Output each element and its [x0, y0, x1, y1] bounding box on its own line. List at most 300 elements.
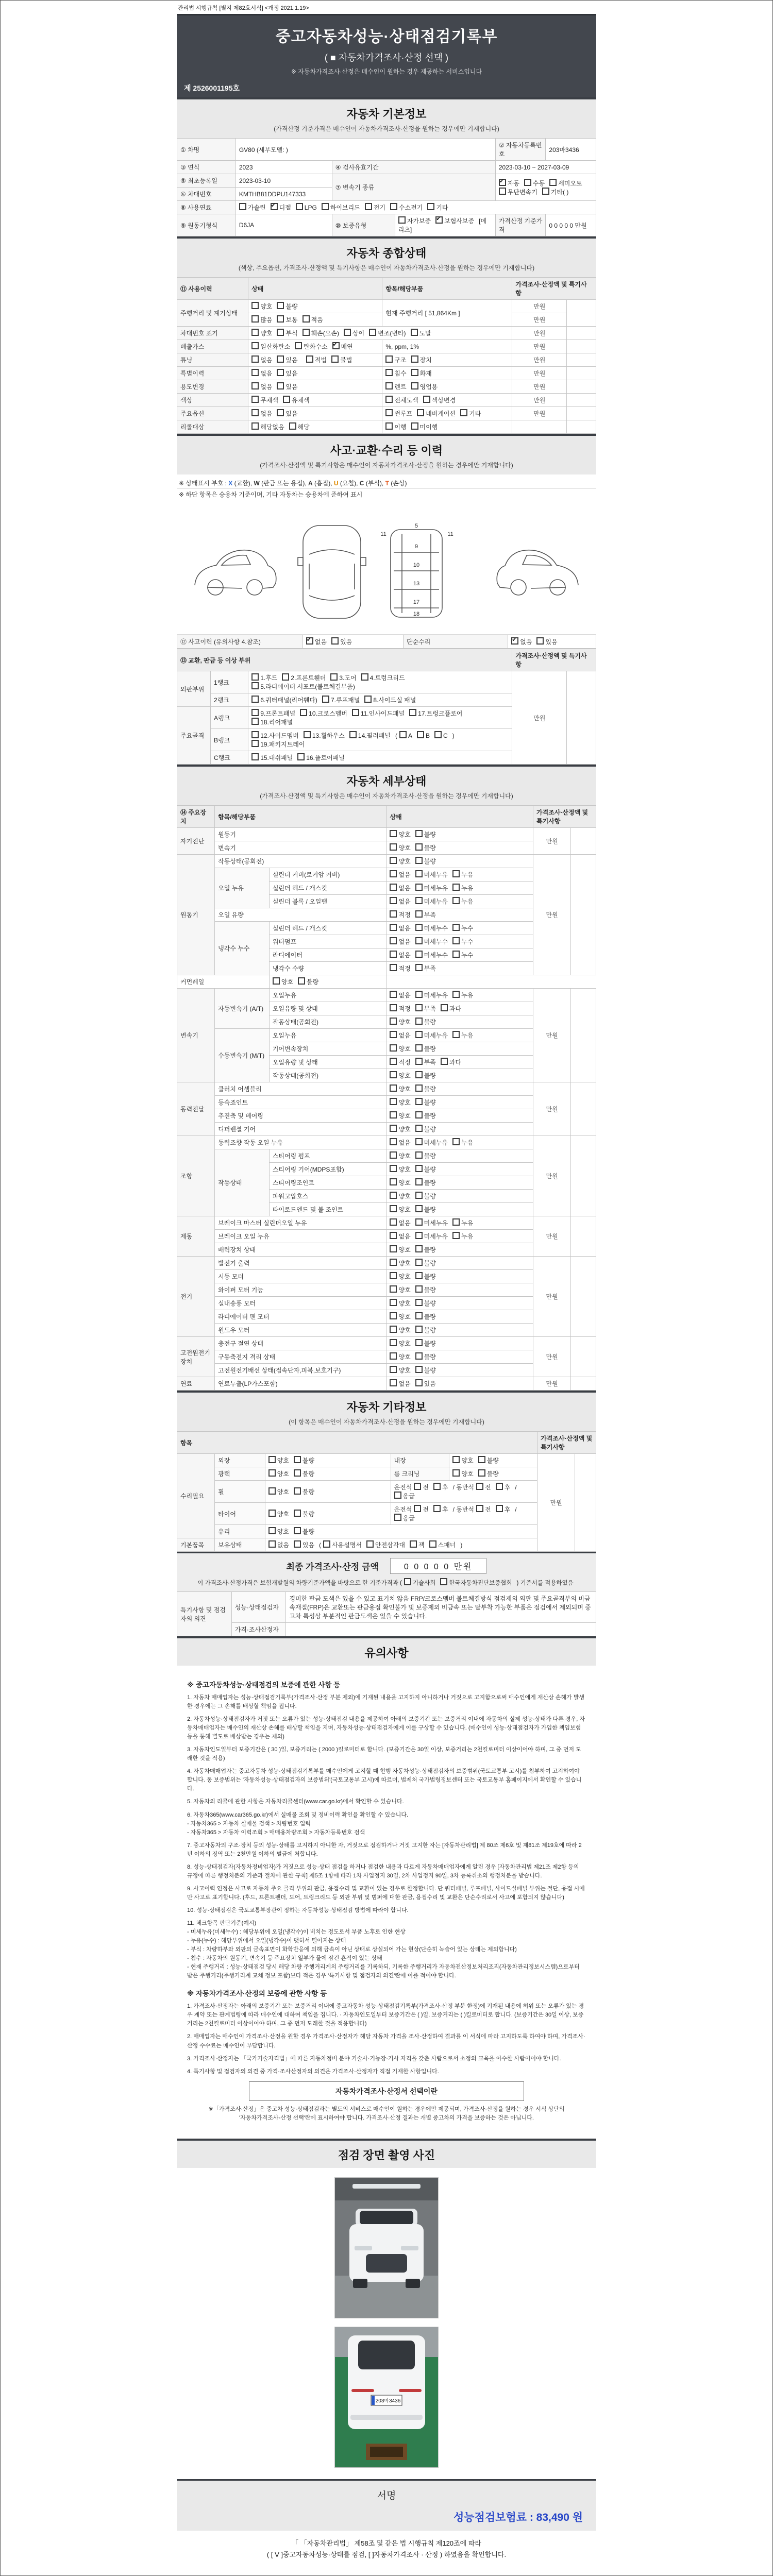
checkbox-option[interactable]: 미세누유: [415, 1138, 448, 1147]
checkbox-icon: [277, 409, 284, 416]
checkbox-option[interactable]: ✔자동: [499, 179, 519, 188]
checkbox-icon: [478, 1456, 485, 1463]
checkbox-option[interactable]: 불량: [415, 1165, 436, 1174]
checkbox-option[interactable]: 불량: [415, 1366, 436, 1375]
checkbox-option[interactable]: 없음: [390, 1031, 410, 1040]
note-cell: [567, 407, 596, 420]
checkbox-icon: [415, 1205, 423, 1212]
checkbox-icon: [331, 637, 339, 645]
checkbox-option[interactable]: 훼손(오손): [303, 329, 339, 337]
options-cell: [386, 1203, 533, 1216]
checkbox-option[interactable]: 미세누유: [415, 991, 448, 999]
sub-row-label: A랭크: [211, 707, 248, 729]
checkbox-option[interactable]: 불법: [331, 355, 352, 364]
checkbox-option[interactable]: 유채색: [283, 396, 310, 404]
checkbox-option[interactable]: 양호: [390, 1192, 410, 1200]
checkbox-icon: [251, 302, 259, 309]
checkbox-option[interactable]: 수동: [524, 179, 545, 188]
item-cell: 디퍼렌셜 기어: [215, 1123, 386, 1136]
detail-state-table: [177, 805, 596, 1391]
checkbox-option[interactable]: 있음: [277, 409, 297, 418]
row-label: 전기: [177, 1257, 215, 1337]
checkbox-icon: [415, 830, 423, 837]
comprehensive-state-table: [177, 277, 596, 434]
checkbox-option[interactable]: 없음: [390, 897, 410, 906]
price-cell: 만원: [512, 380, 567, 394]
checkbox-option[interactable]: 부족: [415, 1058, 436, 1066]
checkbox-option[interactable]: 양호: [390, 857, 410, 866]
checkbox-option[interactable]: 과다: [441, 1004, 461, 1013]
checkbox-option[interactable]: 양호: [390, 1312, 410, 1321]
checkbox-option[interactable]: 미이행: [411, 422, 438, 431]
checkbox-option[interactable]: 변조(변타): [369, 329, 406, 337]
checkbox-option[interactable]: 기타: [460, 409, 481, 418]
option-separator: ) 기준서를 적용하였음: [516, 1580, 574, 1586]
checkbox-option[interactable]: 렌트: [385, 382, 406, 391]
checkbox-option[interactable]: 불량: [415, 1111, 436, 1120]
checkbox-option[interactable]: 누유: [452, 1031, 473, 1040]
checkbox-option[interactable]: 안전삼각대: [366, 1540, 405, 1549]
row-label: 변속기: [177, 989, 215, 1082]
checkbox-option[interactable]: 12.사이드멤버: [251, 731, 299, 740]
checkbox-option[interactable]: 13.휠하우스: [304, 731, 345, 740]
state-code-C: C: [359, 480, 364, 487]
checkbox-option[interactable]: 없음: [251, 355, 272, 364]
checkbox-option[interactable]: 불량: [415, 1178, 436, 1187]
note-cell: [571, 828, 596, 855]
checkbox-option[interactable]: 있음: [415, 1379, 436, 1388]
checkbox-option[interactable]: 1.후드: [251, 673, 277, 682]
checkbox-option[interactable]: 없음: [390, 870, 410, 879]
checkbox-option[interactable]: 11.인사이드패널: [352, 709, 405, 718]
checkbox-option[interactable]: 응급: [394, 1492, 415, 1500]
item-cell: 실린더 헤드 / 개스킷: [269, 922, 386, 935]
options-cell: [386, 1337, 533, 1350]
checkbox-option[interactable]: 기타: [427, 203, 448, 212]
checkbox-option[interactable]: 불량: [294, 1487, 314, 1496]
checkbox-option[interactable]: 미세누수: [415, 924, 448, 933]
checkbox-option[interactable]: 없음: [251, 369, 272, 378]
checkbox-icon: [289, 422, 296, 430]
checkbox-option[interactable]: 불량: [294, 1456, 314, 1465]
checkbox-option[interactable]: 하이브리드: [322, 203, 360, 212]
column-header: 항목: [177, 1432, 537, 1454]
checkbox-option[interactable]: 16.플로어패널: [297, 753, 345, 762]
checkbox-option[interactable]: 양호: [390, 1259, 410, 1267]
checkbox-option[interactable]: 양호: [251, 329, 272, 337]
checkbox-option[interactable]: 네비게이션: [417, 409, 456, 418]
options-cell: [386, 1056, 533, 1069]
checkbox-option[interactable]: 부족: [415, 1004, 436, 1013]
checkbox-option[interactable]: 전: [476, 1483, 491, 1492]
checkbox-option[interactable]: 7.루프패널: [322, 696, 360, 704]
notice-paragraph: 7. 중고자동차의 구조·장치 등의 성능·상태를 고지하지 아니한 자, 거짓으로 점검하거나 거짓 고지한 자는 [자동차관리법] 제 80조 제6호 및 제81조 제19호에 따라 2년 이하의 징역 또는 2천만원 이하의 벌금에 처합니다.: [187, 1842, 582, 1857]
checkbox-option[interactable]: 상이: [344, 329, 364, 337]
checkbox-option[interactable]: 불량: [415, 1192, 436, 1200]
checkbox-option[interactable]: 누유: [452, 1218, 473, 1227]
checkbox-option[interactable]: 적정: [390, 1058, 410, 1066]
checkbox-option[interactable]: 불량: [415, 1339, 436, 1348]
checkbox-option[interactable]: 도말: [411, 329, 431, 337]
checkbox-option[interactable]: 미세누유: [415, 1031, 448, 1040]
state-code-desc: (교환),: [232, 480, 254, 487]
checkbox-option[interactable]: 전기: [365, 203, 385, 212]
checkbox-option[interactable]: 전: [476, 1505, 491, 1514]
checkbox-option[interactable]: 불량: [415, 843, 436, 852]
checkbox-option[interactable]: 없음: [251, 409, 272, 418]
options-cell: [386, 1096, 533, 1109]
checkbox-option[interactable]: 누유: [452, 991, 473, 999]
car-top-view: [298, 526, 366, 618]
final-price-label: 최종 가격조사·산정 금액: [286, 1562, 379, 1572]
checkbox-option[interactable]: 양호: [390, 1245, 410, 1254]
checkbox-option[interactable]: 불량: [294, 1469, 314, 1478]
item-cell: 실린더 블록 / 오일팬: [269, 895, 386, 908]
checkbox-option[interactable]: 침수: [385, 369, 406, 378]
checkbox-option[interactable]: 양호: [390, 1071, 410, 1080]
checkbox-option[interactable]: 자가보증: [398, 216, 431, 225]
sub-row-label: 작동상태: [215, 1149, 270, 1216]
checkbox-option[interactable]: 불량: [277, 302, 297, 311]
checkbox-option[interactable]: 후: [433, 1483, 448, 1492]
checkbox-option[interactable]: 많음: [251, 315, 272, 324]
checkbox-option[interactable]: 적법: [306, 355, 327, 364]
checkbox-option[interactable]: 일산화탄소: [251, 342, 290, 351]
checkbox-option[interactable]: 장치: [411, 355, 432, 364]
checkbox-option[interactable]: 양호: [268, 1510, 289, 1518]
state-code-T: T: [385, 480, 389, 487]
checkbox-icon: [306, 355, 313, 363]
checkbox-option[interactable]: 불량: [415, 1352, 436, 1361]
checkbox-option[interactable]: 3.도어: [330, 673, 356, 682]
diagram-part-number: 5: [414, 523, 418, 529]
checkbox-option[interactable]: 양호: [390, 1151, 410, 1160]
checkbox-option[interactable]: 후: [433, 1505, 448, 1514]
item-cell: 고전원전기배선 상태(접속단자,피복,보호기구): [215, 1364, 386, 1377]
checkbox-option[interactable]: 적정: [390, 964, 410, 973]
checkbox-option[interactable]: 있음: [277, 369, 297, 378]
checkbox-icon: [415, 1352, 423, 1360]
checkbox-option[interactable]: 무채색: [251, 396, 278, 404]
checkbox-option[interactable]: 양호: [390, 1352, 410, 1361]
checkbox-option[interactable]: 없음: [390, 1138, 410, 1147]
checkbox-icon: [369, 329, 376, 336]
checkbox-option[interactable]: 보통: [277, 315, 297, 324]
checkbox-option[interactable]: 누수: [452, 924, 473, 933]
checkbox-option[interactable]: ✔ 디젤: [271, 203, 291, 212]
car-damage-diagram: [177, 503, 596, 635]
checkbox-icon: [300, 709, 307, 716]
checkbox-option[interactable]: 누유: [452, 1232, 473, 1241]
checkbox-option[interactable]: 불량: [415, 1326, 436, 1334]
checkbox-option[interactable]: 불량: [415, 1084, 436, 1093]
options-cell: [386, 1243, 533, 1257]
checkbox-option[interactable]: 가솔린: [239, 203, 266, 212]
checkbox-option[interactable]: 적정: [390, 1004, 410, 1013]
checkbox-icon: [251, 315, 259, 323]
options-cell: [382, 394, 512, 407]
checkbox-option[interactable]: C: [434, 731, 448, 739]
checkbox-option[interactable]: 세미오토: [549, 179, 582, 188]
checkbox-option[interactable]: 없음: [268, 1540, 289, 1549]
checkbox-option[interactable]: 19.패키지트레이: [251, 740, 305, 749]
checkbox-option[interactable]: ✔ 없음: [306, 637, 327, 646]
checkbox-option[interactable]: 불량: [415, 1018, 436, 1026]
checkbox-option[interactable]: 양호: [251, 302, 272, 311]
checkbox-option[interactable]: 있음: [294, 1540, 314, 1549]
row-label: ⑩ 보증유형: [332, 214, 395, 236]
checkbox-option[interactable]: 17.트렁크플로어: [409, 709, 462, 718]
checkbox-option[interactable]: 스패너: [429, 1540, 456, 1549]
checkbox-icon: [365, 203, 372, 210]
checkbox-option[interactable]: 해당: [289, 422, 310, 431]
checkbox-option[interactable]: 양호: [268, 1469, 289, 1478]
checkbox-option[interactable]: 불량: [415, 830, 436, 839]
checkbox-option[interactable]: 양호: [390, 1018, 410, 1026]
options-cell: [386, 1230, 533, 1243]
checkbox-icon: [390, 1071, 397, 1078]
checkbox-option[interactable]: 탄화수소: [295, 342, 327, 351]
options-cell: [265, 1503, 391, 1525]
checkbox-option[interactable]: 기술사회: [404, 1578, 435, 1587]
checkbox-option[interactable]: 없음: [390, 924, 410, 933]
checkbox-option[interactable]: 불량: [415, 1299, 436, 1308]
checkbox-option[interactable]: 과다: [441, 1058, 461, 1066]
checkbox-option[interactable]: ✔ 없음: [511, 637, 532, 646]
checkbox-option[interactable]: 양호: [390, 1339, 410, 1348]
checkbox-option[interactable]: 사용설명서: [323, 1540, 362, 1549]
note-cell: [571, 1377, 596, 1391]
checkbox-option[interactable]: 불량: [415, 1285, 436, 1294]
checkbox-option[interactable]: 썬루프: [385, 409, 412, 418]
checkbox-option[interactable]: 없음: [390, 991, 410, 999]
diagram-part-number: 11: [380, 531, 386, 537]
price-cell: 만원: [512, 340, 567, 353]
checkbox-option[interactable]: 화재: [411, 369, 432, 378]
option-separator: 이 가격조사·산정가격은 보험개발원의 차량기준가액을 바탕으로 한 기준가격과 (: [197, 1580, 402, 1586]
checkbox-option[interactable]: 양호: [390, 1098, 410, 1107]
checkbox-option[interactable]: 누유: [452, 884, 473, 892]
checkbox-option[interactable]: 적정: [390, 910, 410, 919]
checkbox-option[interactable]: 불량: [415, 1205, 436, 1214]
checkbox-option[interactable]: 불량: [415, 1151, 436, 1160]
price-cell: 만원: [533, 1082, 571, 1136]
checkbox-icon: [415, 1259, 423, 1266]
checkbox-option[interactable]: 전: [414, 1505, 429, 1514]
checkbox-icon: [415, 1125, 423, 1132]
checkbox-option[interactable]: 양호: [390, 1205, 410, 1214]
checkbox-option[interactable]: B: [417, 731, 430, 739]
checkbox-option[interactable]: 2.프론트휀더: [282, 673, 326, 682]
checkbox-option[interactable]: 누유: [452, 870, 473, 879]
row-label: 용도변경: [177, 380, 248, 394]
checkbox-option[interactable]: 미세누수: [415, 951, 448, 959]
checkbox-option[interactable]: 누수: [452, 951, 473, 959]
checkbox-option[interactable]: 양호: [390, 1125, 410, 1133]
checkbox-icon: [294, 1469, 301, 1477]
checkbox-option[interactable]: 불량: [415, 1098, 436, 1107]
checkbox-option[interactable]: 전체도색: [385, 396, 418, 404]
checkbox-option[interactable]: 잭: [410, 1540, 425, 1549]
checkbox-option[interactable]: 후: [496, 1483, 511, 1492]
checkbox-icon: [251, 673, 259, 681]
sub-row-label: 광택: [215, 1467, 265, 1481]
checkbox-option[interactable]: 불량: [415, 1125, 436, 1133]
checkbox-option[interactable]: 없음: [390, 884, 410, 892]
checkbox-icon: [251, 718, 259, 725]
checkbox-option[interactable]: 4.트렁크리드: [361, 673, 405, 682]
checkbox-icon: [294, 1510, 301, 1517]
checkbox-icon: [385, 369, 393, 376]
checkbox-option[interactable]: 불량: [415, 1259, 436, 1267]
checkbox-option[interactable]: LPG: [296, 203, 317, 211]
checkbox-option[interactable]: 있음: [331, 637, 352, 646]
checkbox-option[interactable]: 무단변속기: [499, 188, 537, 196]
checkbox-option[interactable]: 부족: [415, 910, 436, 919]
checkbox-option[interactable]: 양호: [390, 1044, 410, 1053]
checkbox-option[interactable]: 없음: [390, 951, 410, 959]
checkbox-icon: [390, 991, 397, 998]
option-separator: (: [395, 732, 397, 739]
checkbox-option[interactable]: 양호: [268, 1487, 289, 1496]
checkbox-option[interactable]: 5.라디에이터 서포트(볼트체결부품): [251, 682, 355, 691]
checkbox-option[interactable]: 없음: [390, 1232, 410, 1241]
checkbox-option[interactable]: 누수: [452, 937, 473, 946]
sub-row-label: 가격·조사산정자: [231, 1623, 286, 1636]
checkbox-option[interactable]: 불량: [478, 1469, 499, 1478]
checkbox-option[interactable]: ✔ 보험사보증: [435, 216, 474, 225]
state-code-desc: (부식),: [364, 480, 385, 487]
option-separator: / 동반석: [452, 1484, 475, 1491]
select-box-description: ※「가격조사·산정」은 중고차 성능·상태점검과는 별도의 서비스로 매수인이 원하는 경우에만 제공되며, 가격조사·산정을 원하는 경우 서식 상단의 '자동차가격조사·산정 선택'란에 표시하여야 합니다. 가격조사·산정 결과는 개별 중고차의 가격을 보증하는 것은 아닙니다.: [208, 2106, 565, 2122]
options-cell: [386, 1136, 533, 1149]
checkbox-option[interactable]: 양호: [390, 1178, 410, 1187]
checkbox-option[interactable]: 양호: [390, 1366, 410, 1375]
checkbox-option[interactable]: 14.필러패널: [349, 731, 391, 740]
checkbox-option[interactable]: 불량: [294, 1527, 314, 1536]
checkbox-option[interactable]: 양호: [390, 1084, 410, 1093]
checkbox-option[interactable]: 양호: [390, 843, 410, 852]
checkbox-option[interactable]: 수소전기: [390, 203, 423, 212]
options-cell: [386, 935, 533, 948]
checkbox-option[interactable]: 8.사이드실 패널: [364, 696, 416, 704]
options-cell: [386, 1015, 533, 1029]
checkbox-option[interactable]: 양호: [390, 830, 410, 839]
checkbox-icon: [390, 1125, 397, 1132]
checkbox-option[interactable]: 없음: [390, 937, 410, 946]
checkbox-option[interactable]: 불량: [298, 977, 318, 986]
basic-info-table: [177, 138, 596, 236]
checkbox-option[interactable]: 양호: [390, 1272, 410, 1281]
checkbox-option[interactable]: 양호: [273, 977, 293, 986]
notice-paragraph: 4. 자동차매매업자는 중고자동차 성능·상태점검기록부를 매수인에게 고지할 때 현행 자동차성능·상태점검자의 보증범위(국토교통부 고시)를 첨부하여 고지하여야 합니다. 동 보증범위는 '자동차성능·상태점검자의 보증범위'(국토교통부 고시)에 따르며, 법제처 국가법령정보센터 또는 국토교통부 홈페이지에서 확인할 수 있습니다.: [187, 1768, 582, 1792]
checkbox-option[interactable]: 적음: [303, 315, 323, 324]
inspection-insurance-fee: 성능점검보험료 : 83,490 원: [453, 2511, 583, 2523]
checkbox-option[interactable]: 미세누수: [415, 937, 448, 946]
checkbox-option[interactable]: 불량: [294, 1510, 314, 1518]
options-cell: [303, 635, 403, 649]
checkbox-icon: [390, 1326, 397, 1333]
checkbox-option[interactable]: 불량: [415, 1312, 436, 1321]
section-subtitle: (이 항목은 매수인이 자동차가격조사·산정을 원하는 경우에만 기재합니다): [289, 1418, 484, 1426]
checkbox-option[interactable]: 양호: [390, 1326, 410, 1334]
checkbox-option[interactable]: 미세누유: [415, 870, 448, 879]
checkbox-option[interactable]: 해당없음: [251, 422, 284, 431]
checkbox-option[interactable]: 불량: [415, 1044, 436, 1053]
checkbox-option[interactable]: 미세누유: [415, 897, 448, 906]
section-title: 자동차 기타정보: [346, 1401, 427, 1414]
checkbox-option[interactable]: 전: [414, 1483, 429, 1492]
item-cell: 냉각수 수량: [269, 962, 386, 975]
checkbox-option[interactable]: 양호: [268, 1527, 289, 1536]
checkbox-icon: [330, 673, 338, 681]
checkbox-option[interactable]: 불량: [415, 1071, 436, 1080]
checkbox-option[interactable]: A: [399, 731, 412, 739]
checkbox-option[interactable]: 응급: [394, 1514, 415, 1522]
checkbox-option[interactable]: 있음: [536, 637, 557, 646]
option-separator: 운전석: [394, 1484, 412, 1491]
checkbox-option[interactable]: ✔ 매연: [332, 342, 353, 351]
price-cell: 만원: [533, 1216, 571, 1257]
checkbox-icon: [440, 1578, 447, 1585]
checkbox-option[interactable]: 미세누유: [415, 1218, 448, 1227]
options-cell: [248, 327, 512, 340]
checkbox-icon: [390, 1299, 397, 1306]
checkbox-option[interactable]: 기타( ): [542, 188, 569, 196]
checkbox-option[interactable]: 15.대쉬패널: [251, 753, 293, 762]
checkbox-option[interactable]: 부식: [277, 329, 297, 337]
checkbox-option[interactable]: 양호: [390, 1111, 410, 1120]
checkbox-option[interactable]: 10.크로스멤버: [300, 709, 347, 718]
checkbox-option[interactable]: 6.쿼터패널(리어휀다): [251, 696, 317, 704]
checkbox-option[interactable]: 9.프론트패널: [251, 709, 295, 718]
checkbox-option[interactable]: 부족: [415, 964, 436, 973]
checkbox-option[interactable]: 영업용: [411, 382, 438, 391]
checkbox-option[interactable]: 양호: [452, 1456, 473, 1465]
checkbox-option[interactable]: 없음: [251, 382, 272, 391]
checkbox-option[interactable]: 누유: [452, 1138, 473, 1147]
checkbox-option[interactable]: 양호: [268, 1456, 289, 1465]
checkbox-option[interactable]: 색상변경: [423, 396, 456, 404]
checkbox-option[interactable]: 불량: [415, 857, 436, 866]
checkbox-option[interactable]: 양호: [390, 1165, 410, 1174]
checkbox-option[interactable]: 후: [496, 1505, 511, 1514]
checkbox-option[interactable]: 양호: [390, 1285, 410, 1294]
checkbox-option[interactable]: 한국자동차진단보증협회: [440, 1578, 512, 1587]
option-separator: ): [460, 1541, 463, 1549]
options-cell: [386, 1310, 533, 1324]
checkbox-option[interactable]: 양호: [452, 1469, 473, 1478]
checkbox-option[interactable]: 없음: [390, 1379, 410, 1388]
checkbox-option[interactable]: 있음: [277, 382, 297, 391]
report-subtitle: ( ■ 자동차가격조사·산정 선택 ): [324, 53, 449, 63]
checkbox-option[interactable]: 미세누유: [415, 884, 448, 892]
checkbox-option[interactable]: 미세누유: [415, 1232, 448, 1241]
checkbox-option[interactable]: 없음: [390, 1218, 410, 1227]
checkbox-option[interactable]: 양호: [390, 1299, 410, 1308]
checkbox-option[interactable]: 구조: [385, 355, 406, 364]
checkbox-option[interactable]: 불량: [478, 1456, 499, 1465]
checkbox-option[interactable]: 이행: [385, 422, 406, 431]
checkbox-option[interactable]: 18.리어패널: [251, 718, 293, 726]
options-cell: [236, 201, 596, 214]
sub-row-label: 외장: [215, 1454, 265, 1467]
checkbox-option[interactable]: 불량: [415, 1245, 436, 1254]
checkbox-option[interactable]: 불량: [415, 1272, 436, 1281]
options-cell: [386, 1216, 533, 1230]
checkbox-option[interactable]: 누유: [452, 897, 473, 906]
checkbox-option[interactable]: 있음: [277, 355, 297, 364]
